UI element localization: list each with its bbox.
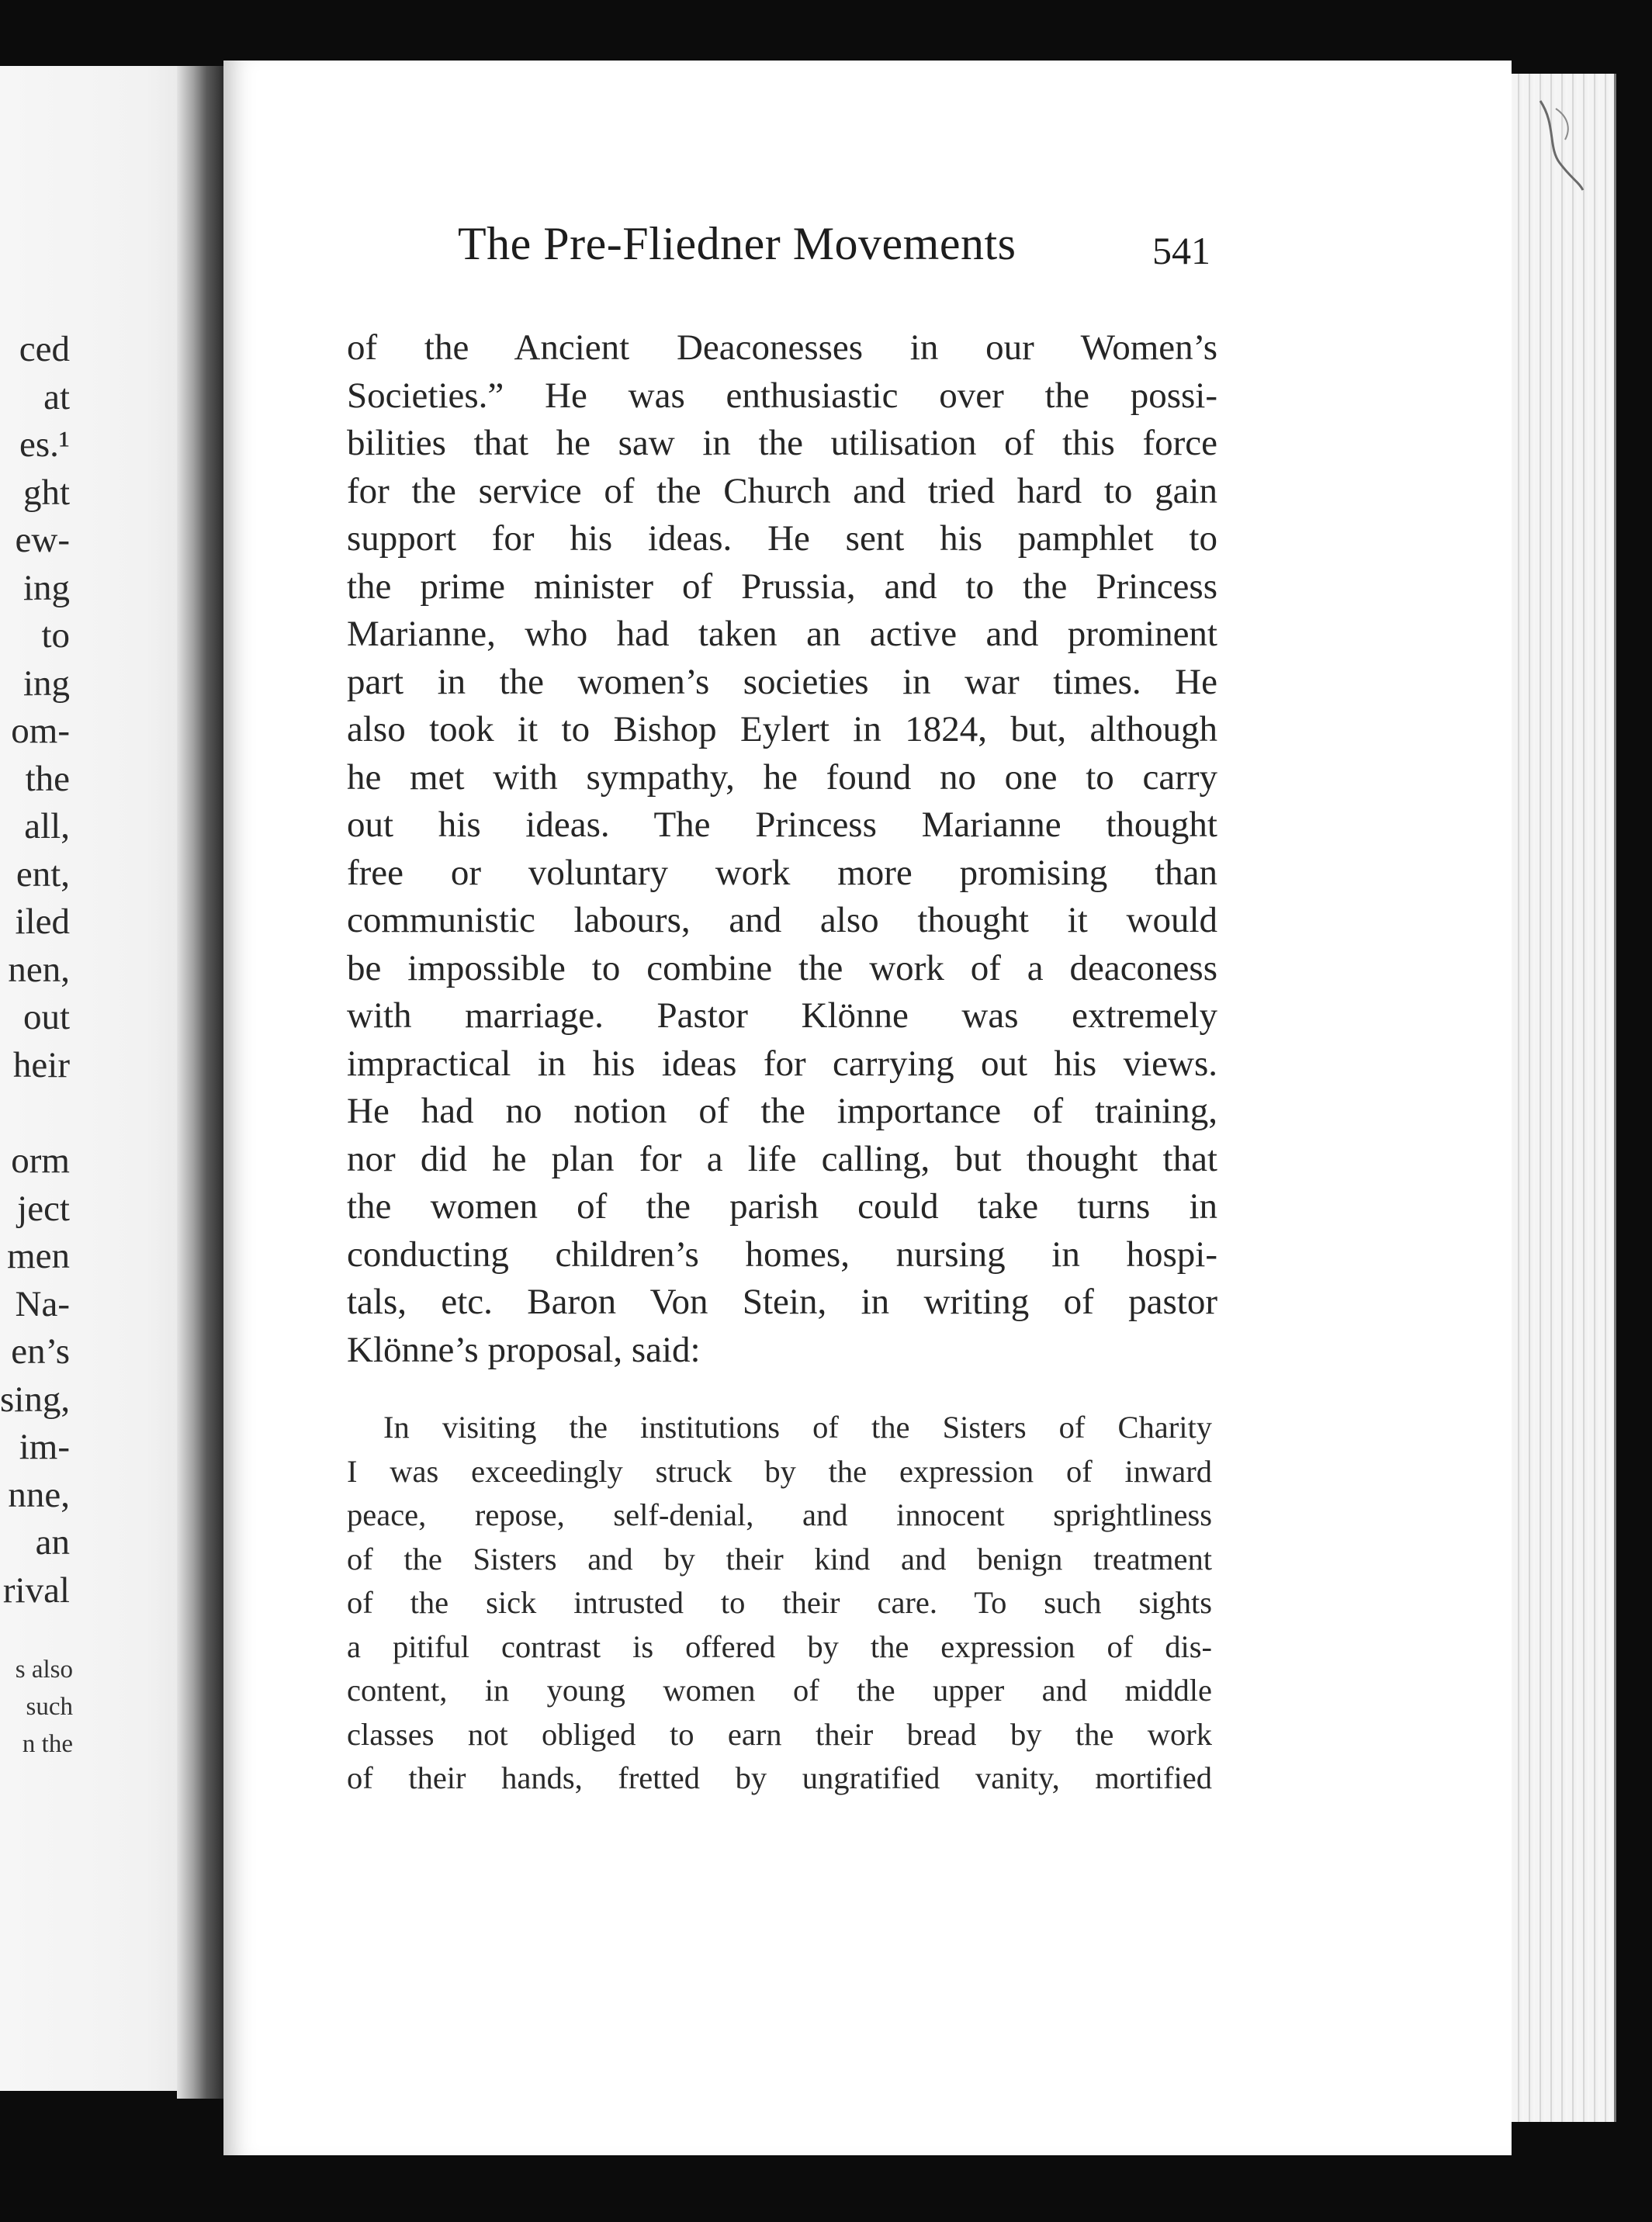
left-fragment: ject: [17, 1188, 70, 1229]
left-fragment: iled: [15, 902, 70, 942]
left-fragment: the: [25, 758, 70, 799]
left-fragment: om-: [11, 711, 70, 751]
text-line: the prime minister of Prussia, and to the Princess: [347, 566, 1217, 607]
page-number: 541: [1152, 229, 1210, 272]
text-line: he met with sympathy, he found no one to carry: [347, 756, 1217, 798]
quote-line: classes not obliged to earn their bread by the work: [347, 1716, 1212, 1752]
text-line: impractical in his ideas for carrying out his views.: [347, 1043, 1217, 1084]
text-line: out his ideas. The Princess Marianne thought: [347, 805, 1217, 845]
left-fragment: Na-: [15, 1283, 70, 1324]
quote-line: of their hands, fretted by ungratified vanity, mortified: [347, 1760, 1212, 1795]
left-fragment: rival: [2, 1570, 70, 1611]
left-footnote-fragment: such: [26, 1693, 73, 1721]
quote-line: content, in young women of the upper and middle: [347, 1673, 1212, 1708]
text-line: the women of the parish could take turns in: [347, 1186, 1217, 1227]
quote-line: In visiting the institutions of the Sisters of Charity: [383, 1410, 1212, 1445]
left-fragment: ght: [23, 472, 70, 513]
chapter-title: The Pre-Fliedner Movements: [458, 218, 1016, 269]
text-line: part in the women’s societies in war times. He: [347, 661, 1217, 702]
left-fragment: an: [35, 1522, 70, 1563]
left-fragment: at: [43, 376, 70, 417]
left-footnote-fragment: s also: [15, 1656, 73, 1684]
text-line: for the service of the Church and tried hard to gain: [347, 470, 1217, 511]
text-line: Klönne’s proposal, said:: [347, 1329, 701, 1370]
quote-line: I was exceedingly struck by the expression of inward: [347, 1453, 1212, 1489]
left-fragment: ent,: [16, 853, 70, 895]
left-fragment: men: [7, 1236, 70, 1276]
text-line: free or voluntary work more promising than: [347, 852, 1217, 893]
left-page-text-fragments: [0, 326, 70, 1615]
left-fragment: im-: [19, 1427, 70, 1467]
text-line: tals, etc. Baron Von Stein, in writing of pastor: [347, 1282, 1217, 1322]
left-fragment: nen,: [8, 949, 70, 990]
body-paragraph: [347, 324, 1217, 1374]
text-line: support for his ideas. He sent his pamphlet to: [347, 518, 1217, 559]
left-fragment: es.¹: [19, 424, 70, 465]
quote-line: peace, repose, self-denial, and innocent sprightliness: [347, 1497, 1212, 1532]
left-fragment: all,: [24, 806, 70, 846]
book-gutter-shadow: [177, 66, 225, 2099]
left-fragment: ced: [19, 329, 70, 369]
left-fragment: out: [23, 997, 70, 1037]
text-line: bilities that he saw in the utilisation of this force: [347, 423, 1217, 463]
left-footnote-fragment: n the: [22, 1730, 73, 1758]
paragraph-gap: [0, 1089, 70, 1137]
text-line: be impossible to combine the work of a deaconess: [347, 947, 1217, 988]
text-line: He had no notion of the importance of training,: [347, 1091, 1217, 1131]
text-line: with marriage. Pastor Klönne was extremely: [347, 995, 1217, 1036]
running-header: [458, 217, 1234, 287]
quote-line: a pitiful contrast is offered by the expression of dis-: [347, 1628, 1212, 1664]
quote-line: of the Sisters and by their kind and benign treatment: [347, 1541, 1212, 1577]
quote-line: of the sick intrusted to their care. To such sights: [347, 1585, 1212, 1620]
pencil-mark-icon: [1533, 93, 1587, 194]
left-fragment: heir: [12, 1044, 70, 1085]
text-line: of the Ancient Deaconesses in our Women’s: [347, 327, 1217, 368]
left-fragment: sing,: [0, 1379, 70, 1420]
text-line: communistic labours, and also thought it would: [347, 900, 1217, 940]
left-page-footnote-fragments: [0, 1651, 73, 1763]
left-fragment: to: [41, 615, 70, 656]
left-fragment: en’s: [11, 1331, 70, 1372]
left-fragment: orm: [11, 1140, 70, 1181]
text-line: Marianne, who had taken an active and prominent: [347, 614, 1217, 654]
text-line: nor did he plan for a life calling, but thought that: [347, 1138, 1217, 1179]
left-fragment: nne,: [8, 1474, 70, 1515]
left-fragment: ew-: [15, 520, 70, 560]
text-line: also took it to Bishop Eylert in 1824, but, although: [347, 709, 1217, 749]
block-quotation: [347, 1406, 1212, 1801]
left-fragment: ing: [23, 663, 70, 704]
text-line: conducting children’s homes, nursing in hospi-: [347, 1234, 1217, 1275]
left-fragment: ing: [23, 567, 70, 608]
text-line: Societies.” He was enthusiastic over the possi-: [347, 375, 1217, 416]
